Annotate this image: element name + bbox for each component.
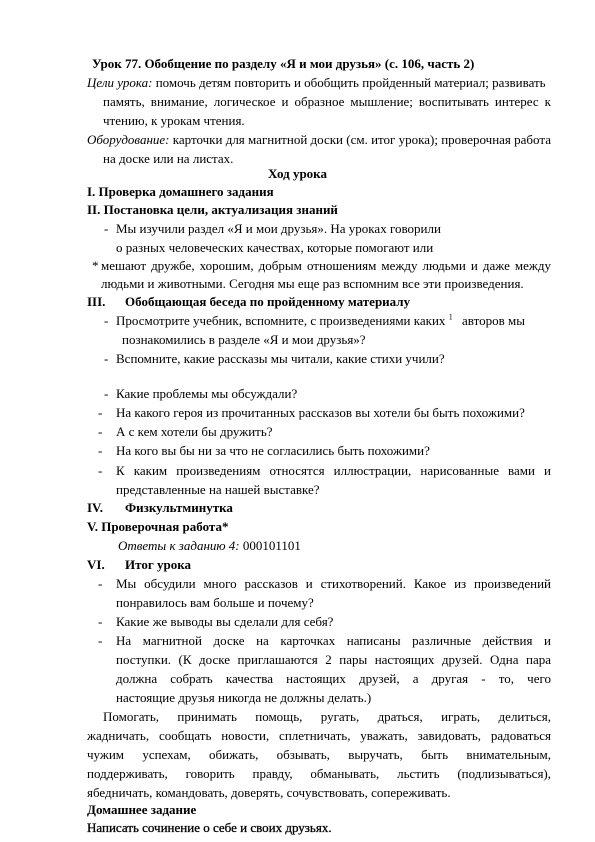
words-line-4: поддерживать, говорить правду, обманывать, льстить (подлизываться), [87, 766, 551, 781]
s2-dash-1: - [104, 221, 109, 236]
answers-label: Ответы к заданию 4: [118, 538, 240, 553]
equipment-text-1: карточки для магнитной доски (см. итог урока); проверочная работа [169, 132, 551, 147]
homework-text: Написать сочинение о себе и своих друзьях. [87, 820, 332, 835]
s3-question-1a-text: Просмотрите учебник, вспомните, с произведениями каких [116, 313, 446, 328]
s3-dash-2: - [104, 351, 109, 366]
words-line-1: Помогать, принимать помощь, ругать, драться, играть, делиться, [103, 709, 551, 724]
s3-dash-1: - [104, 313, 109, 328]
s3-question-7a: К каким произведениям относятся иллюстрации, нарисованные вами и [116, 463, 551, 478]
goals-line-1 [87, 75, 546, 90]
s3-question-4: На какого героя из прочитанных рассказов вы хотели бы быть похожими? [116, 405, 525, 420]
s3-question-7b: представленные на нашей выставке? [116, 482, 320, 497]
section-3-heading: Обобщающая беседа по пройденному материалу [125, 294, 411, 309]
equipment-line-1 [87, 132, 551, 147]
section-1-heading: I. Проверка домашнего задания [87, 184, 274, 199]
section-6-heading: Итог урока [125, 557, 192, 572]
words-line-2: жадничать, сообщать новости, сплетничать, уважать, завидовать, радоваться [87, 728, 551, 743]
equipment-line-2: на доске или на листах. [103, 151, 234, 166]
lesson-title: Урок 77. Обобщение по разделу «Я и мои друзья» (с. 106, часть 2) [92, 56, 475, 71]
s3-dash-4: - [98, 405, 103, 420]
s6-item-3b: поступки. (К доске приглашаются 2 пары настоящих друзей. Одна пара [116, 652, 551, 667]
words-line-5: ябедничать, командовать, доверять, сочувствовать, сопереживать. [87, 785, 451, 800]
s3-question-3: Какие проблемы мы обсуждали? [116, 386, 298, 401]
s3-question-1b: авторов мы [462, 313, 525, 328]
answers-line [118, 538, 301, 553]
homework-heading: Домашнее задание [87, 802, 197, 817]
course-heading: Ход урока [268, 166, 327, 181]
goals-line-3: чтению, к урокам чтения. [103, 113, 245, 128]
words-line-3: чужим успехам, обижать, обзывать, выручать, быть внимательным, [87, 747, 551, 762]
s6-item-1b: понравилось вам больше и почему? [116, 595, 314, 610]
s6-dash-1: - [98, 576, 103, 591]
section-2-heading: II. Постановка цели, актуализация знаний [87, 202, 338, 217]
footnote-mark: 1 [448, 312, 453, 322]
s2-line-1: Мы изучили раздел «Я и мои друзья». На уроках говорили [116, 221, 441, 236]
s2-line-3: мешают дружбе, хорошим, добрым отношениям между людьми и даже между [101, 258, 551, 273]
s3-dash-6: - [98, 443, 103, 458]
s3-question-6: На кого вы бы ни за что не согласились быть похожими? [116, 443, 430, 458]
goals-text-1: помочь детям повторить и обобщить пройденный материал; развивать [152, 75, 546, 90]
s2-star: * [92, 258, 99, 273]
goals-line-2: память, внимание, логическое и образное мышление; воспитывать интерес к [103, 94, 551, 109]
s3-question-1c: познакомились в разделе «Я и мои друзья»? [122, 332, 366, 347]
section-3-number: III. [87, 294, 106, 309]
goals-label: Цели урока: [87, 75, 153, 90]
s3-question-1a [116, 313, 453, 328]
s3-dash-5: - [98, 424, 103, 439]
s3-question-2: Вспомните, какие рассказы мы читали, какие стихи учили? [116, 351, 445, 366]
s3-dash-3: - [104, 386, 109, 401]
section-6-number: VI. [87, 557, 105, 572]
s6-dash-3: - [98, 633, 103, 648]
section-4-heading: Физкультминутка [125, 500, 233, 515]
s6-item-3c: должна собрать качества настоящих друзей, а другая - то, чего [116, 671, 551, 686]
s6-item-2: Какие же выводы вы сделали для себя? [116, 614, 334, 629]
s6-dash-2: - [98, 614, 103, 629]
equipment-label: Оборудование: [87, 132, 170, 147]
s2-line-2: о разных человеческих качествах, которые помогают или [116, 240, 434, 255]
s3-question-5: А с кем хотели бы дружить? [116, 424, 273, 439]
answers-value: 000101101 [239, 538, 301, 553]
section-4-number: IV. [87, 500, 104, 515]
s6-item-1a: Мы обсудили много рассказов и стихотворений. Какое из произведений [116, 576, 551, 591]
s3-dash-7: - [98, 463, 103, 478]
section-5-heading: V. Проверочная работа* [87, 519, 229, 534]
s6-item-3d: настоящие друзья никогда не должны делать.) [116, 690, 372, 705]
s6-item-3a: На магнитной доске на карточках написаны различные действия и [116, 633, 551, 648]
s2-line-4: людьми и животными. Сегодня мы еще раз вспомним все эти произведения. [101, 276, 524, 291]
